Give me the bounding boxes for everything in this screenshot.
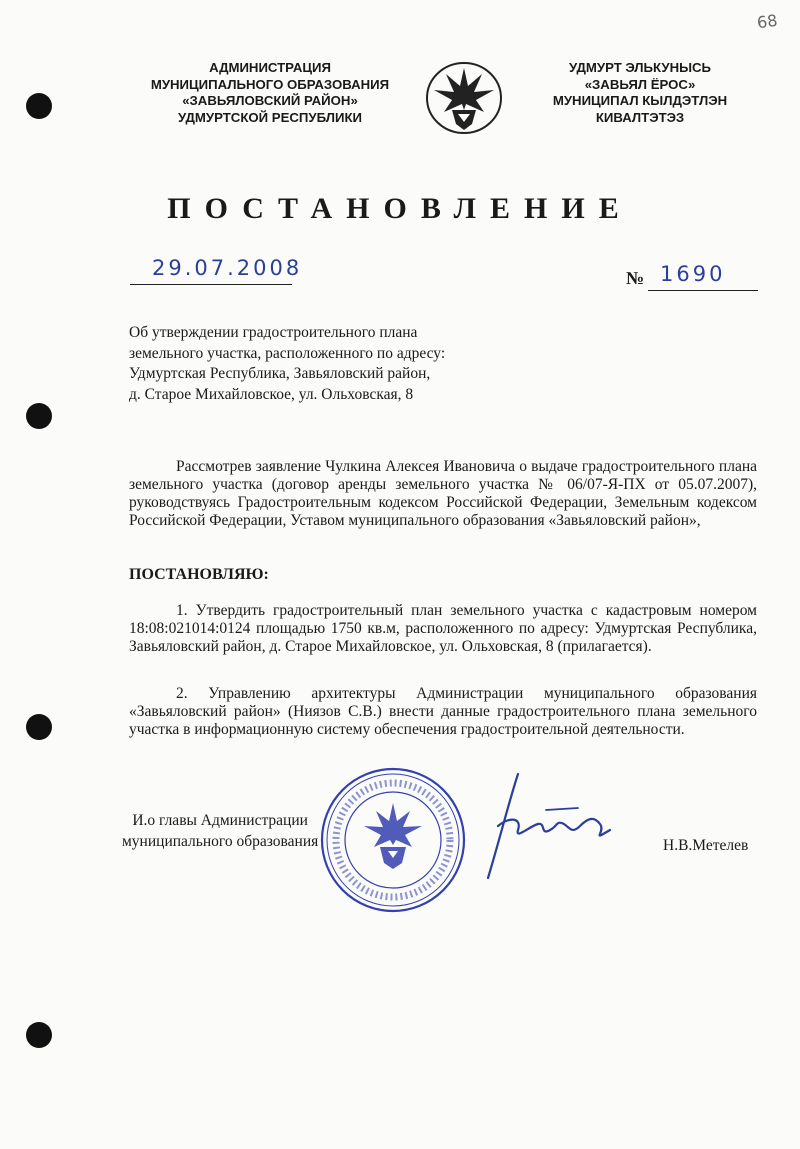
resolution-item-1: 1. Утвердить градостроительный план земельного участка с кадастровым номером 18:08:021014:0124 площадью 1750 кв.м, расположенного по адресу: Удмуртская Республика, Завьяловский район, д. Старое Михайловское, ул. Ольховская, 8 (прилагается).	[129, 602, 757, 655]
header-right-line: КИВАЛТЭТЭЗ	[595, 109, 685, 125]
resolve-heading: ПОСТАНОВЛЯЮ:	[129, 566, 269, 583]
maple-leaf-emblem-icon	[424, 60, 504, 136]
number-label: №	[626, 268, 645, 288]
subject-line: д. Старое Михайловское, ул. Ольховская, 8	[129, 385, 414, 403]
header-right-line: «ЗАВЬЯЛ ЁРОС»	[584, 76, 696, 92]
signatory-position-line: муниципального образования	[122, 833, 319, 850]
punch-hole	[26, 714, 52, 740]
header-right-line: УДМУРТ ЭЛЬКУНЫСЬ	[568, 60, 712, 75]
punch-hole	[26, 1022, 52, 1048]
subject-line: земельного участка, расположенного по адресу:	[129, 344, 446, 362]
signatory-position	[122, 810, 318, 852]
official-seal-icon	[318, 765, 468, 915]
document-subject	[129, 323, 489, 405]
document-number: 1690	[660, 262, 726, 286]
header-left-line: АДМИНИСТРАЦИЯ	[209, 60, 331, 75]
header-left-block	[130, 60, 410, 126]
punch-hole	[26, 403, 52, 429]
header-right-block	[515, 60, 765, 126]
page-number-handwritten: 68	[755, 10, 779, 33]
document-title: ПОСТАНОВЛЕНИЕ	[167, 192, 633, 225]
resolution-item-2: 2. Управлению архитектуры Администрации муниципального образования «Завьяловский район» (Ниязов С.В.) внести данные градостроительного плана земельного участка в информационную систему обеспечения градостроительной деятельности.	[129, 685, 757, 738]
header-right-line: МУНИЦИПАЛ КЫЛДЭТЛЭН	[552, 93, 728, 108]
header-left-line: «ЗАВЬЯЛОВСКИЙ РАЙОН»	[182, 93, 358, 108]
document-date: 29.07.2008	[152, 256, 303, 280]
header-left-line: УДМУРТСКОЙ РЕСПУБЛИКИ	[178, 109, 362, 125]
header-left-line: МУНИЦИПАЛЬНОГО ОБРАЗОВАНИЯ	[150, 76, 390, 92]
signatory-position-line: И.о главы Администрации	[132, 812, 308, 829]
subject-line: Удмуртская Республика, Завьяловский район,	[129, 365, 431, 382]
handwritten-signature-icon	[460, 768, 620, 888]
preamble-paragraph: Рассмотрев заявление Чулкина Алексея Ивановича о выдаче градостроительного плана земельного участка (договор аренды земельного участка № 06/07-Я-ПХ от 05.07.2007), руководствуясь Градостроительным кодексом Российской Федерации, Земельным кодексом Российской Федерации, Уставом муниципального образования «Завьяловский район»,	[129, 458, 757, 529]
punch-hole	[26, 93, 52, 119]
subject-line: Об утверждении градостроительного плана	[129, 324, 418, 341]
signatory-name: Н.В.Метелев	[663, 837, 749, 854]
